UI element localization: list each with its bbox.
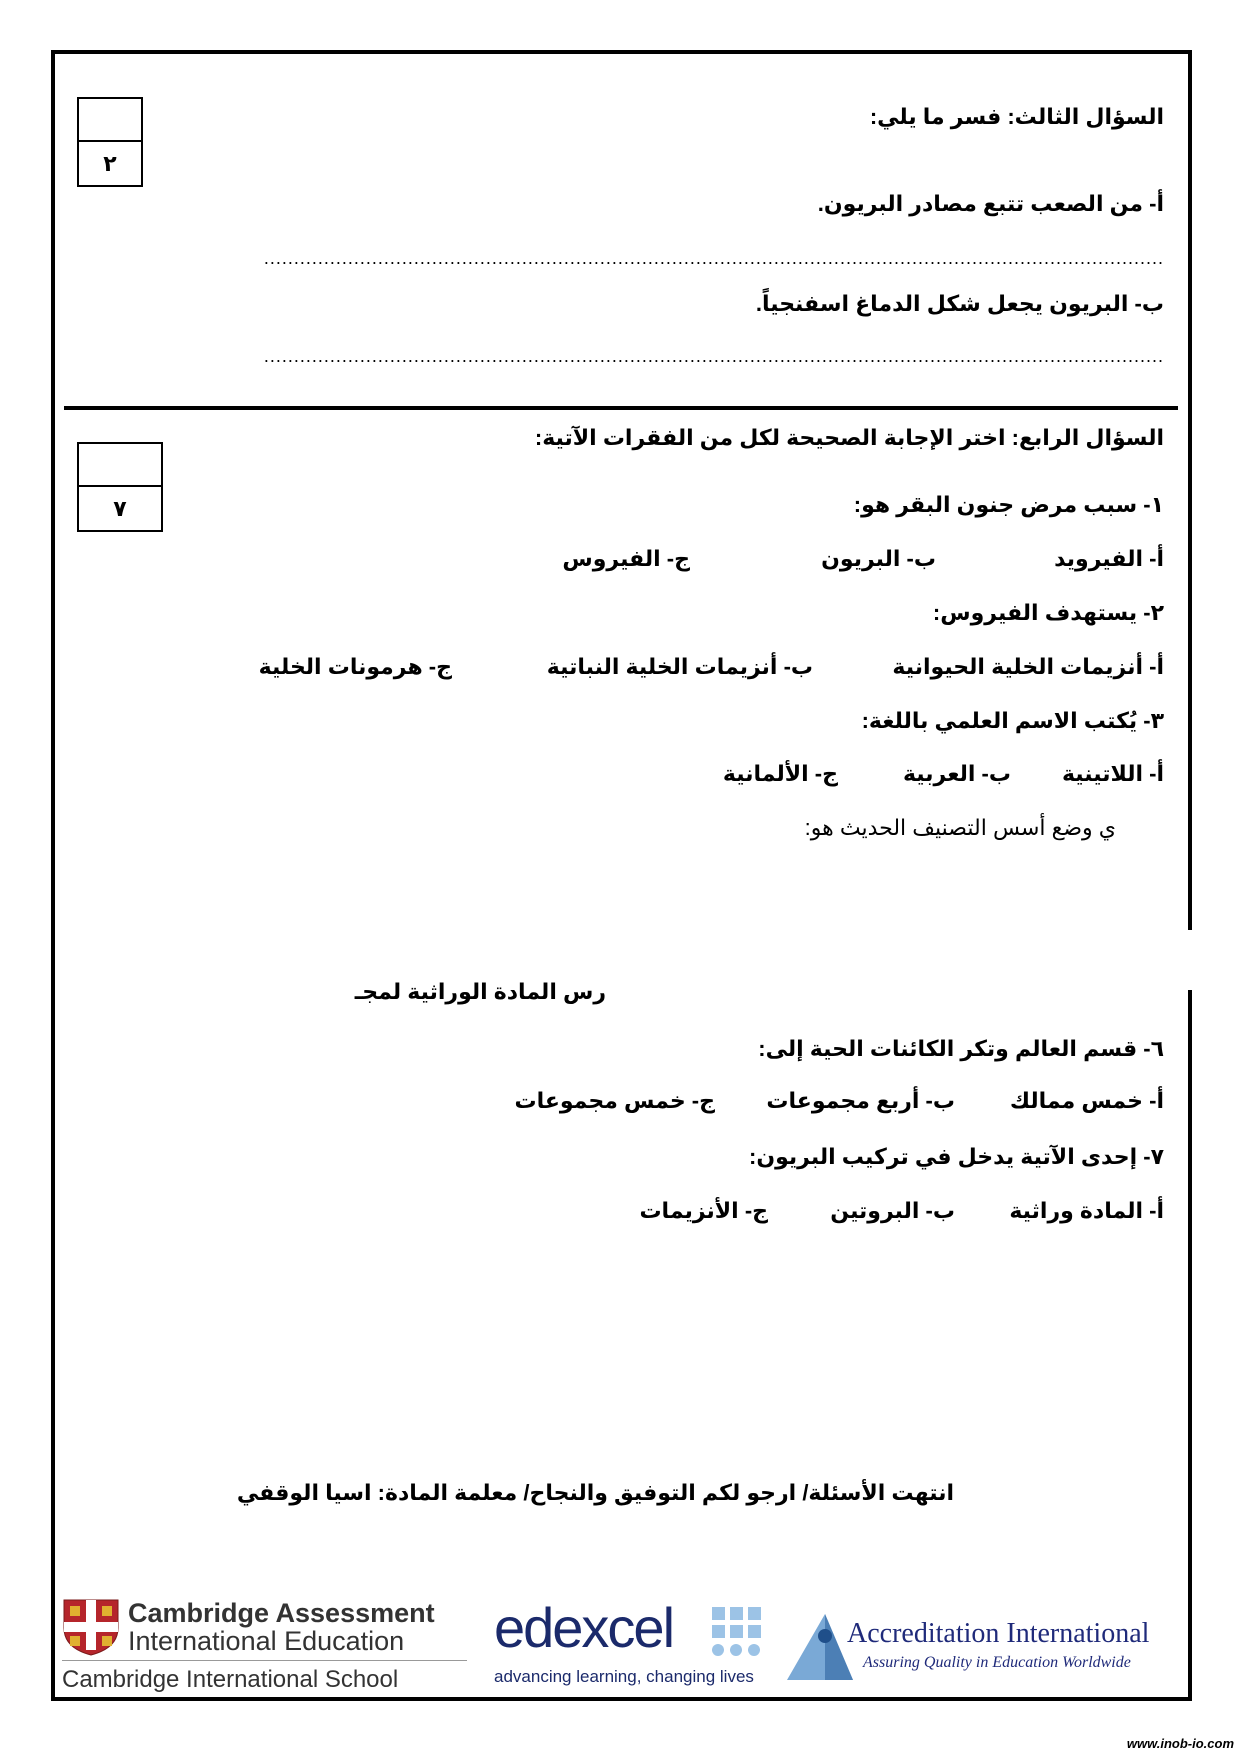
section-divider (64, 406, 1178, 410)
edexcel-dots-icon (712, 1607, 764, 1659)
closing-note: انتهت الأسئلة/ ارجو لكم التوفيق والنجاح/ معلمة المادة: اسيا الوقفي (236, 1480, 954, 1505)
q6-option-c[interactable]: ج- خمس مجموعات (514, 1088, 715, 1113)
q7-option-c[interactable]: ج- الأنزيمات (639, 1198, 768, 1223)
score-box-q3: ٢ (77, 97, 143, 187)
q2-option-a[interactable]: أ- أنزيمات الخلية الحيوانية (892, 654, 1164, 679)
q3-option-b[interactable]: ب- العربية (902, 761, 1011, 786)
q3-option-a[interactable]: أ- اللاتينية (1061, 761, 1164, 786)
q6-option-a[interactable]: أ- خمس ممالك (1009, 1088, 1164, 1113)
question-4-fragment: ي وضع أسس التصنيف الحديث هو: (804, 815, 1116, 840)
q7-option-b[interactable]: ب- البروتين (830, 1198, 955, 1223)
question-5-fragment: رس المادة الوراثية لمجـ (354, 979, 606, 1004)
score-box-q4: ٧ (77, 442, 163, 532)
q3-option-c[interactable]: ج- الألمانية (722, 761, 838, 786)
q3-part-a: أ- من الصعب تتبع مصادر البريون. (817, 191, 1164, 216)
answer-line-a[interactable]: ...................................................................................................................................................... (263, 248, 1164, 268)
accreditation-triangle-icon (785, 1612, 855, 1682)
cambridge-logo: Cambridge Assessment International Education Cambridge International School (60, 1598, 470, 1690)
q6-option-b[interactable]: ب- أربع مجموعات (766, 1088, 955, 1113)
q1-option-c[interactable]: ج- الفيروس (562, 546, 690, 571)
question-7: ٧- إحدى الآتية يدخل في تركيب البريون: (749, 1144, 1164, 1169)
q2-option-c[interactable]: ج- هرمونات الخلية (258, 654, 452, 679)
question-1: ١- سبب مرض جنون البقر هو: (853, 492, 1164, 517)
q4-title: السؤال الرابع: اختر الإجابة الصحيحة لكل من الفقرات الآتية: (534, 425, 1164, 450)
cambridge-shield-icon (62, 1598, 120, 1656)
q1-option-a[interactable]: أ- الفيرويد (1054, 546, 1164, 571)
q3-part-b: ب- البريون يجعل شكل الدماغ اسفنجياً. (755, 291, 1164, 316)
q7-option-a[interactable]: أ- المادة وراثية (1009, 1198, 1164, 1223)
footer-url: www.inob-io.com (1126, 1736, 1234, 1751)
question-3: ٣- يُكتب الاسم العلمي باللغة: (861, 708, 1164, 733)
edexcel-logo: edexcel advancing learning, changing lives (494, 1605, 774, 1690)
question-6: ٦- قسم العالم وتكر الكائنات الحية إلى: (758, 1036, 1164, 1061)
question-2: ٢- يستهدف الفيروس: (932, 600, 1164, 625)
answer-line-b[interactable]: ...................................................................................................................................................... (263, 346, 1164, 366)
accreditation-logo: Accreditation International Assuring Quality in Education Worldwide (785, 1612, 1180, 1692)
q1-option-b[interactable]: ب- البريون (821, 546, 936, 571)
q3-title: السؤال الثالث: فسر ما يلي: (869, 104, 1164, 129)
q2-option-b[interactable]: ب- أنزيمات الخلية النباتية (546, 654, 813, 679)
